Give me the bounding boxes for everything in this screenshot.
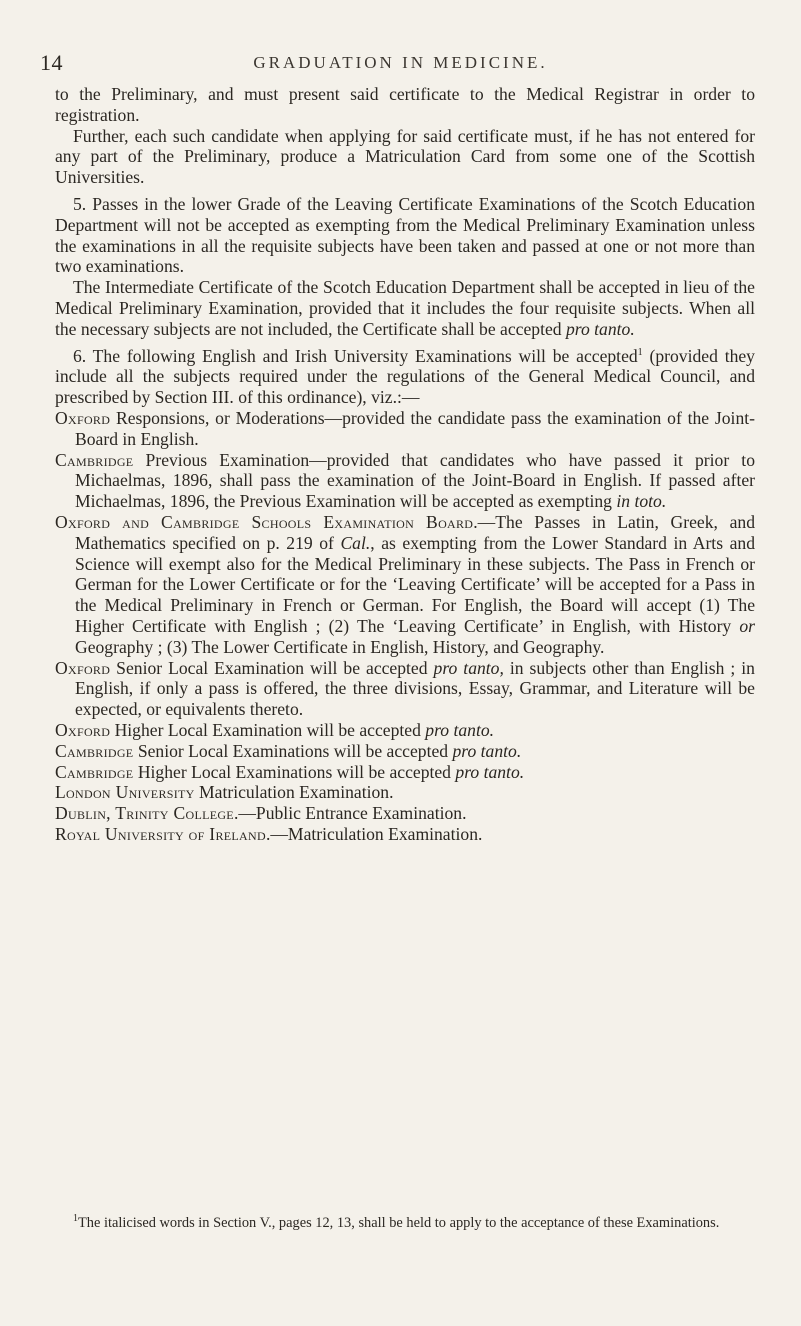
exam-entry-cambridge-previous: Cambridge Previous Examination—provided that candidates who have passed it prior to Michaelmas, 1896, shall pass the examination of the Joint-Board in English. If passed after Michaelmas, 1896, the Previous Examination will be accepted as exempting in toto. — [55, 449, 755, 512]
running-header: GRADUATION IN MEDICINE. — [253, 53, 548, 72]
footnote — [55, 1214, 755, 1232]
exam-entry-oxford-higher-local: Oxford Higher Local Examination will be accepted pro tanto. — [55, 719, 495, 740]
paragraph-section-6: 6. The following English and Irish University Examinations will be accepted$^1$ (provided they include all the subjects required under the regulations of the General Medical Council, and prescribed by Section III. of this ordinance), viz.:— — [55, 345, 755, 408]
exam-entry-cambridge-senior-local: Cambridge Senior Local Examinations will be accepted pro tanto. — [55, 740, 522, 761]
exam-entry-schools-board: Oxford and Cambridge Schools Examination Board.—The Passes in Latin, Greek, and Mathematics specified on p. 219 of Cal., as exempting from the Lower Standard in Arts and Science will exempt also for the Medical Preliminary in these subjects. The Pass in French or German for the Lower Certificate or for the ‘Leaving Certificate’ will be accepted for a Pass in the Medical Preliminary in French or German. For English, the Board will accept (1) The Higher Certificate with English ; (2) The ‘Leaving Certificate’ in English, with History or Geography ; (3) The Lower Certificate in English, History, and Geography. — [55, 511, 755, 657]
paragraph-intermediate-certificate: The Intermediate Certificate of the Scotch Education Department shall be accepted in lieu of the Medical Preliminary Examination, provided that it includes the four requisite subjects. When all the necessary subjects are not included, the Certificate shall be accepted pro tanto. — [55, 277, 755, 339]
exam-entry-royal-university-ireland: Royal University of Ireland.—Matriculation Examination. — [55, 823, 483, 844]
footnote-reference: 1 — [637, 346, 643, 358]
paragraph-matriculation-card: Further, each such candidate when applying for said certificate must, if he has not entered for any part of the Preliminary, produce a Matriculation Card from some one of the Scottish Universities. — [55, 125, 755, 188]
exam-entry-cambridge-higher-local: Cambridge Higher Local Examinations will be accepted pro tanto. — [55, 761, 525, 782]
paragraph-registration: to the Preliminary, and must present said certificate to the Medical Registrar in order to registration. — [55, 84, 755, 125]
footnote-text: The italicised words in Section V., pages 12, 13, shall be held to apply to the acceptance of these Examinations. — [78, 1215, 720, 1231]
page-number: 14 — [40, 50, 63, 75]
footnote-marker: 1 — [73, 1213, 78, 1225]
body-text — [55, 84, 755, 845]
paragraph-section-5: 5. Passes in the lower Grade of the Leaving Certificate Examinations of the Scotch Education Department will not be accepted as exempting from the Medical Preliminary Examination unless the examinations in all the requisite subjects have been taken and passed at one or not more than two examinations. — [55, 193, 755, 277]
exam-entry-oxford-responsions: Oxford Responsions, or Moderations—provided the candidate pass the examination of the Joint-Board in English. — [55, 407, 755, 449]
exam-entry-oxford-senior-local: Oxford Senior Local Examination will be accepted pro tanto, in subjects other than English ; in English, if only a pass is offered, the three divisions, Essay, Grammar, and Literature will be expected, or equivalents thereto. — [55, 657, 755, 720]
exam-entry-dublin-trinity: Dublin, Trinity College.—Public Entrance Examination. — [55, 803, 467, 824]
exam-entry-london-university: London University Matriculation Examination. — [55, 782, 394, 803]
